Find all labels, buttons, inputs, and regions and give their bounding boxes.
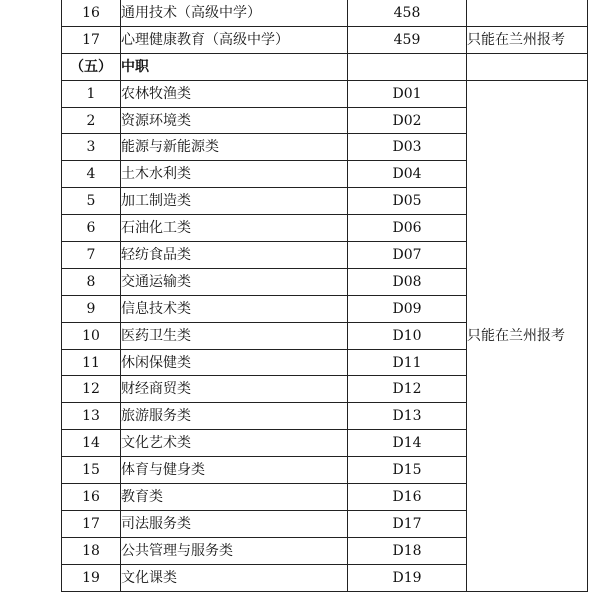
row-number: 9 — [62, 295, 121, 322]
subject-name: 能源与新能源类 — [121, 134, 348, 161]
subject-code: D18 — [348, 537, 467, 564]
subject-name: 通用技术（高级中学） — [121, 0, 348, 26]
table-row — [62, 0, 588, 26]
subject-name: 文化艺术类 — [121, 430, 348, 457]
subject-name: 交通运输类 — [121, 268, 348, 295]
subject-code: D02 — [348, 107, 467, 134]
subject-code: D11 — [348, 349, 467, 376]
subject-name: 心理健康教育（高级中学） — [121, 26, 348, 53]
subject-name: 司法服务类 — [121, 510, 348, 537]
section-note-cell — [467, 53, 588, 80]
subject-code: D04 — [348, 161, 467, 188]
row-number: 6 — [62, 215, 121, 242]
row-number: 19 — [62, 564, 121, 591]
subject-name: 文化课类 — [121, 564, 348, 591]
row-number: 1 — [62, 80, 121, 107]
row-number: 15 — [62, 457, 121, 484]
row-number: 13 — [62, 403, 121, 430]
subject-code: D01 — [348, 80, 467, 107]
subject-name: 体育与健身类 — [121, 457, 348, 484]
section-row — [62, 53, 588, 80]
row-number: 8 — [62, 268, 121, 295]
subject-code: D08 — [348, 268, 467, 295]
subject-name: 教育类 — [121, 484, 348, 511]
subject-name: 财经商贸类 — [121, 376, 348, 403]
subject-code: D12 — [348, 376, 467, 403]
subject-code: D07 — [348, 242, 467, 269]
subject-code: D05 — [348, 188, 467, 215]
subject-name: 旅游服务类 — [121, 403, 348, 430]
row-number: 18 — [62, 537, 121, 564]
subject-note — [467, 0, 588, 26]
subject-code: D10 — [348, 322, 467, 349]
row-number: 17 — [62, 26, 121, 53]
subject-code: D03 — [348, 134, 467, 161]
row-number: 16 — [62, 484, 121, 511]
section-title: 中职 — [121, 53, 348, 80]
row-number: 14 — [62, 430, 121, 457]
section-number: （五） — [62, 53, 121, 80]
subject-code: D13 — [348, 403, 467, 430]
subject-code: D14 — [348, 430, 467, 457]
subject-name: 信息技术类 — [121, 295, 348, 322]
table-row — [62, 26, 588, 53]
subject-name: 公共管理与服务类 — [121, 537, 348, 564]
subject-name: 石油化工类 — [121, 215, 348, 242]
row-number: 7 — [62, 242, 121, 269]
subject-code: D19 — [348, 564, 467, 591]
subject-code: D16 — [348, 484, 467, 511]
subject-name: 土木水利类 — [121, 161, 348, 188]
table-row — [62, 80, 588, 107]
subject-name: 医药卫生类 — [121, 322, 348, 349]
subject-name: 轻纺食品类 — [121, 242, 348, 269]
subject-code: 458 — [348, 0, 467, 26]
row-number: 17 — [62, 510, 121, 537]
subject-code: D15 — [348, 457, 467, 484]
row-number: 5 — [62, 188, 121, 215]
row-number: 11 — [62, 349, 121, 376]
subject-name: 加工制造类 — [121, 188, 348, 215]
subject-note: 只能在兰州报考 — [467, 26, 588, 53]
row-number: 3 — [62, 134, 121, 161]
row-number: 2 — [62, 107, 121, 134]
row-number: 16 — [62, 0, 121, 26]
vocational-note: 只能在兰州报考 — [467, 80, 588, 591]
subject-code: D06 — [348, 215, 467, 242]
row-number: 10 — [62, 322, 121, 349]
section-code-cell — [348, 53, 467, 80]
subject-code: D17 — [348, 510, 467, 537]
subject-code-table — [61, 0, 588, 592]
subject-code: D09 — [348, 295, 467, 322]
subject-code: 459 — [348, 26, 467, 53]
row-number: 4 — [62, 161, 121, 188]
subject-name: 资源环境类 — [121, 107, 348, 134]
row-number: 12 — [62, 376, 121, 403]
subject-name: 农林牧渔类 — [121, 80, 348, 107]
subject-name: 休闲保健类 — [121, 349, 348, 376]
